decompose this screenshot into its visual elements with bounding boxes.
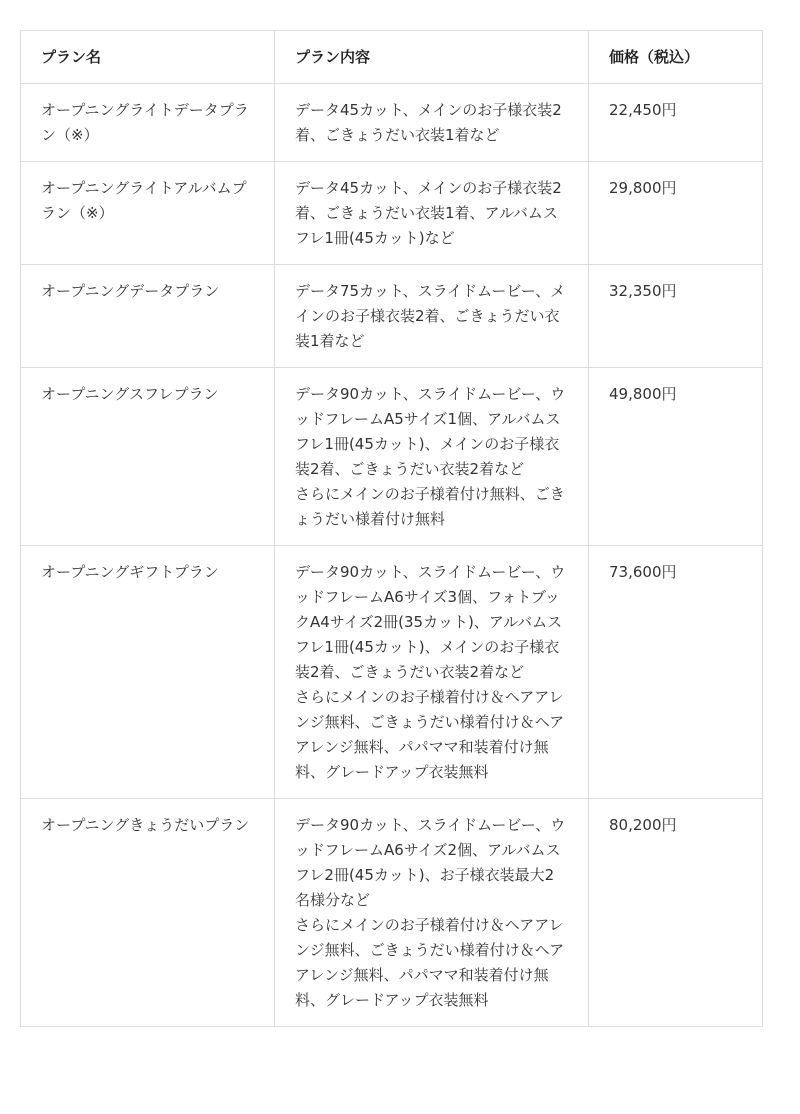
table-row xyxy=(21,265,763,368)
header-price: 価格（税込） xyxy=(589,31,763,84)
plan-content-cell: データ45カット、メインのお子様衣装2着、ごきょうだい衣装1着、アルバムスフレ1冊(45カット)など xyxy=(275,162,589,265)
plan-name-cell: オープニングデータプラン xyxy=(21,265,275,368)
table-row xyxy=(21,546,763,799)
header-row xyxy=(21,31,763,84)
table-row xyxy=(21,799,763,1027)
plan-content-cell: データ90カット、スライドムービー、ウッドフレームA5サイズ1個、アルバムスフレ1冊(45カット)、メインのお子様衣装2着、ごきょうだい衣装2着など さらにメインのお子様着付け無料、ごきょうだい様着付け無料 xyxy=(275,368,589,546)
plan-price-cell: 22,450円 xyxy=(589,84,763,162)
plan-name-cell: オープニングスフレプラン xyxy=(21,368,275,546)
header-plan-name: プラン名 xyxy=(21,31,275,84)
table-row xyxy=(21,162,763,265)
plan-content-cell: データ90カット、スライドムービー、ウッドフレームA6サイズ3個、フォトブックA4サイズ2冊(35カット)、アルバムスフレ1冊(45カット)、メインのお子様衣装2着、ごきょうだい衣装2着など さらにメインのお子様着付け＆ヘアアレンジ無料、ごきょうだい様着付け＆ヘアアレンジ無料、パパママ和装着付け無料、グレードアップ衣装無料 xyxy=(275,546,589,799)
plan-price-cell: 32,350円 xyxy=(589,265,763,368)
table-row xyxy=(21,368,763,546)
plan-content-cell: データ75カット、スライドムービー、メインのお子様衣装2着、ごきょうだい衣装1着など xyxy=(275,265,589,368)
header-plan-content: プラン内容 xyxy=(275,31,589,84)
plan-content-cell: データ90カット、スライドムービー、ウッドフレームA6サイズ2個、アルバムスフレ2冊(45カット)、お子様衣装最大2名様分など さらにメインのお子様着付け＆ヘアアレンジ無料、ごきょうだい様着付け＆ヘアアレンジ無料、パパママ和装着付け無料、グレードアップ衣装無料 xyxy=(275,799,589,1027)
table-header xyxy=(21,31,763,84)
plan-price-table xyxy=(20,30,763,1027)
table-body xyxy=(21,84,763,1027)
plan-content-cell: データ45カット、メインのお子様衣装2着、ごきょうだい衣装1着など xyxy=(275,84,589,162)
plan-name-cell: オープニングギフトプラン xyxy=(21,546,275,799)
plan-name-cell: オープニングライトアルバムプラン（※） xyxy=(21,162,275,265)
plan-price-cell: 80,200円 xyxy=(589,799,763,1027)
table-row xyxy=(21,84,763,162)
plan-price-cell: 29,800円 xyxy=(589,162,763,265)
plan-price-cell: 49,800円 xyxy=(589,368,763,546)
plan-price-cell: 73,600円 xyxy=(589,546,763,799)
plan-name-cell: オープニングきょうだいプラン xyxy=(21,799,275,1027)
plan-name-cell: オープニングライトデータプラン（※） xyxy=(21,84,275,162)
